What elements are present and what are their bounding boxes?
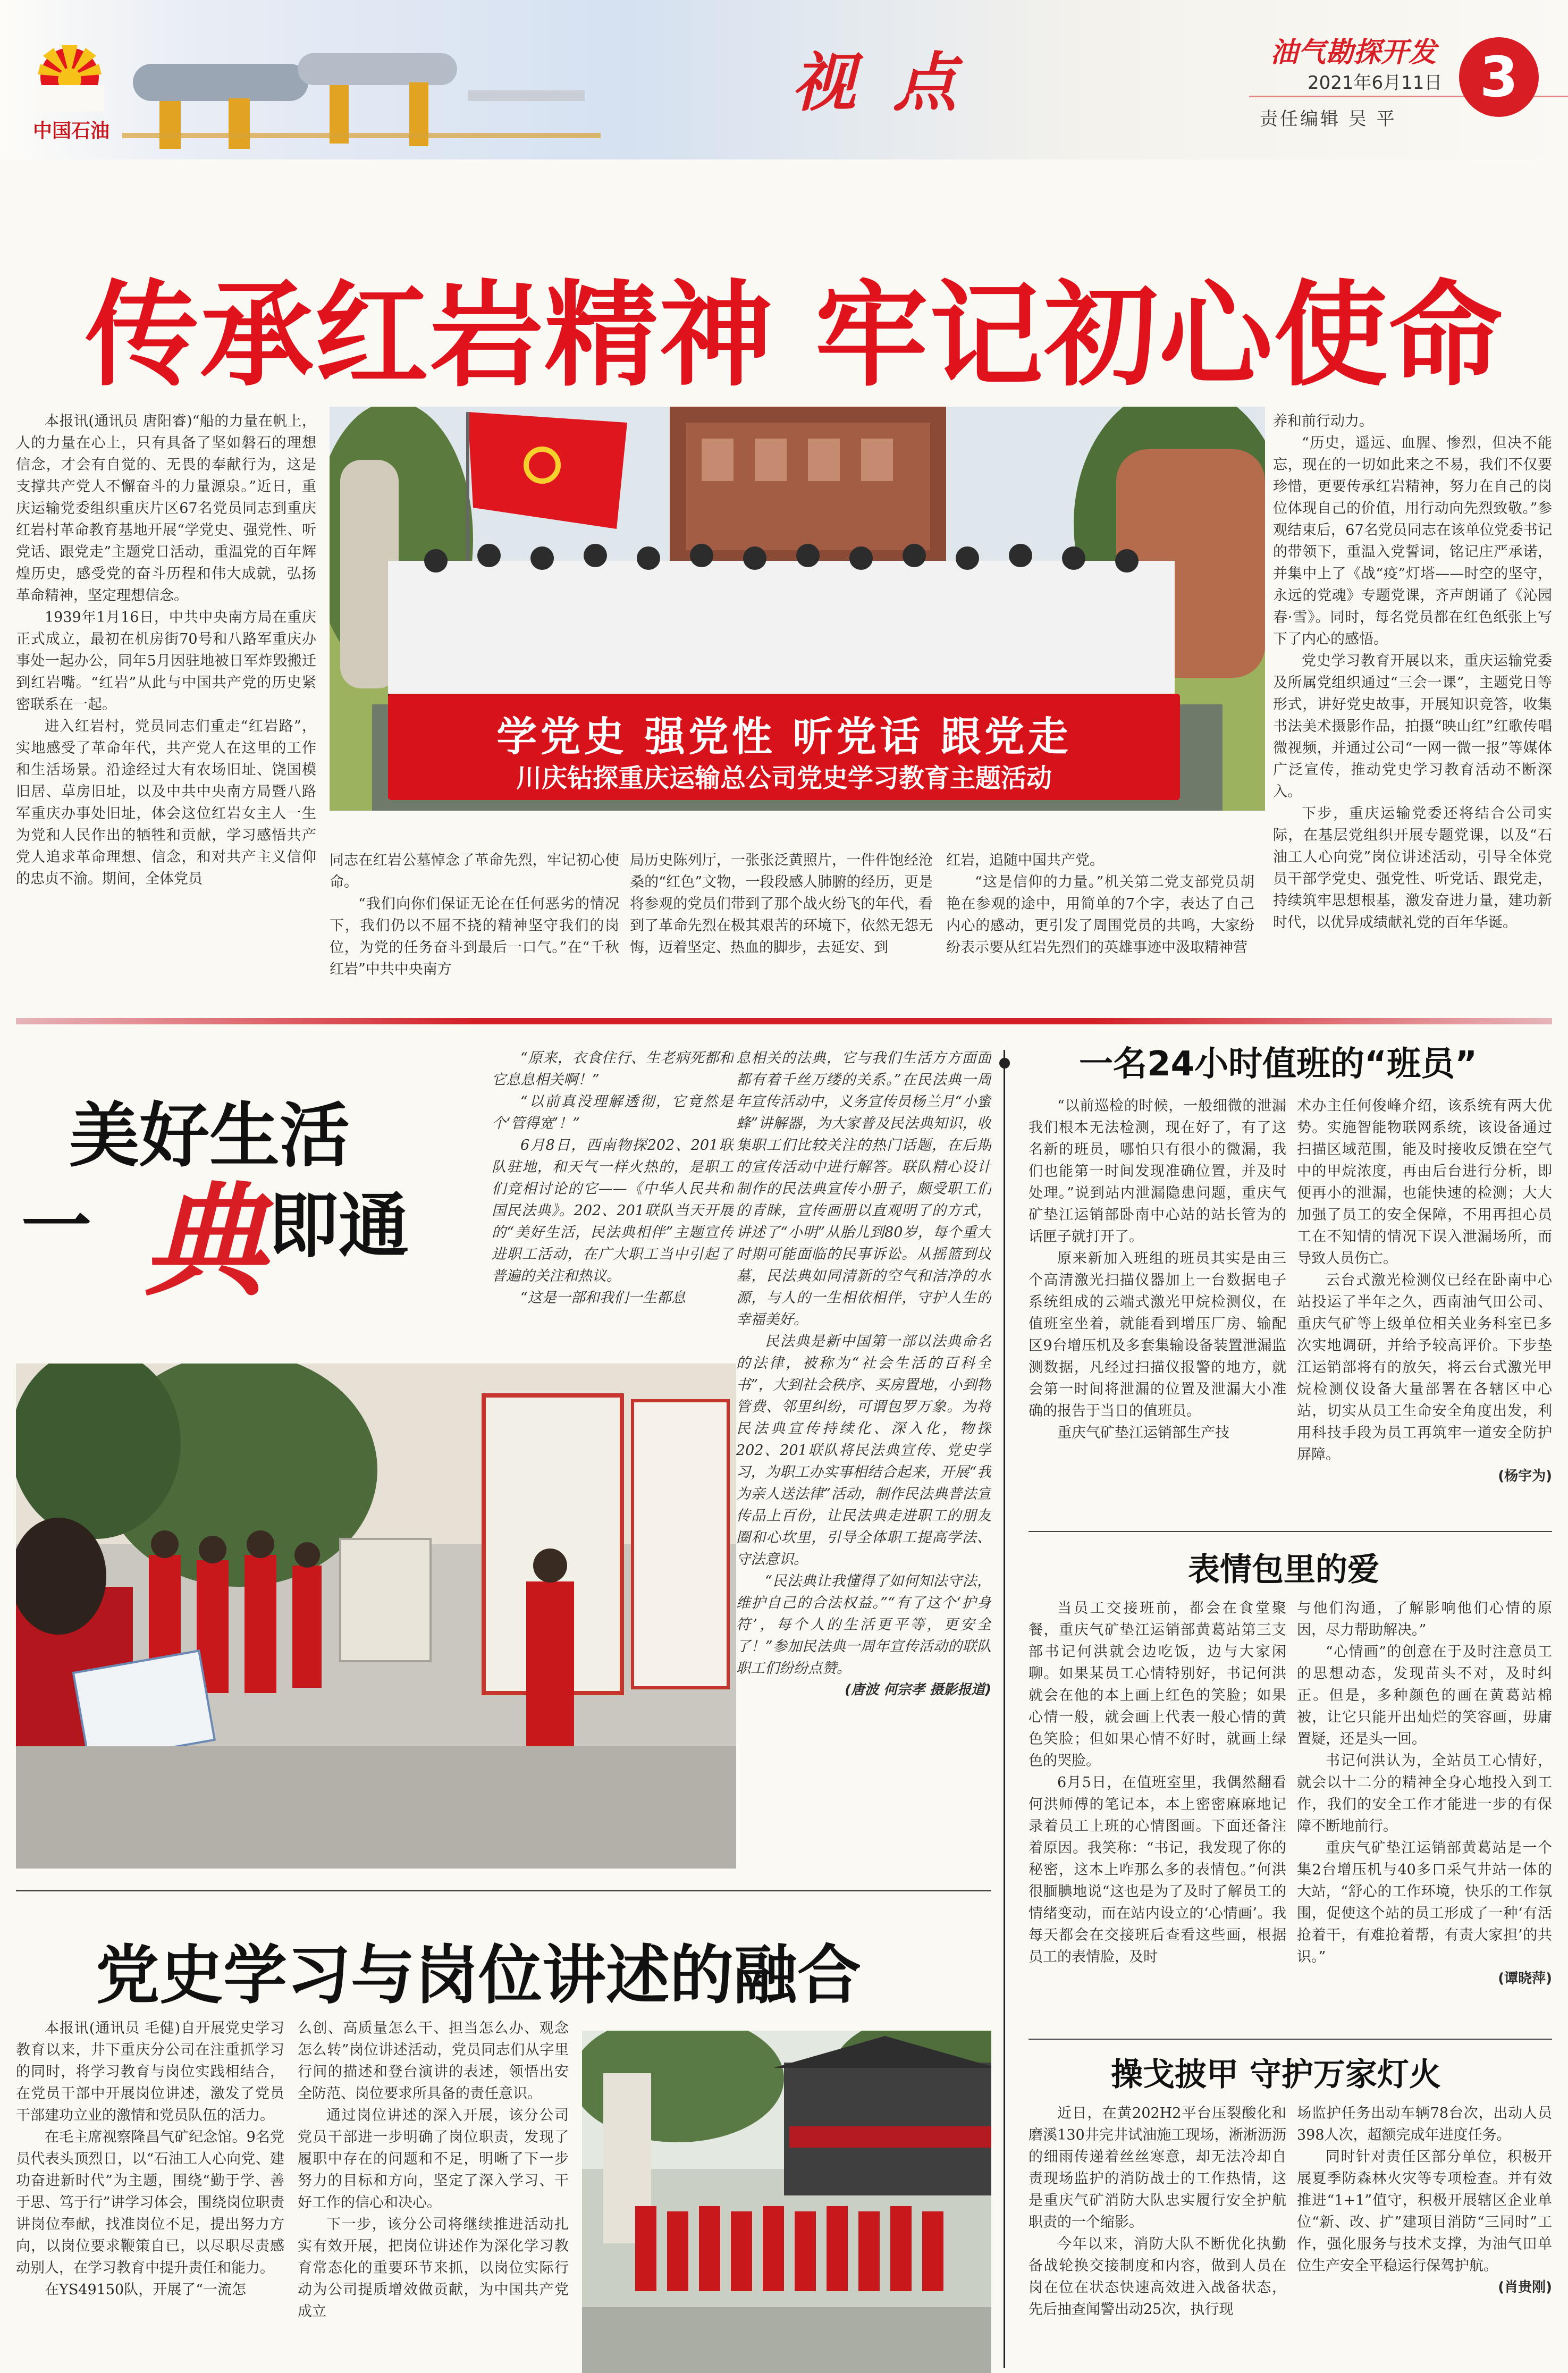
logo-text: 中国石油 [33,120,110,142]
party-history-photo [582,2031,991,2373]
activity-banner [388,694,1180,800]
civil-code-title-right: 即通 [268,1185,409,1267]
lead-column-1 [16,410,316,1000]
paragraph: “原来，衣食住行、生老病死都和它息息相关啊！” [492,1050,734,1088]
banner-slogan: 学党史 强党性 听党话 跟党走 [496,713,1072,760]
paragraph: 近日，在黄202H2平台压裂酸化和磨溪130井完井试油施工现场，淅淅沥沥的细雨传递着丝丝寒意，却无法冷却自责现场监护的消防战士的工作热情，这是重庆气矿消防大队忠实履行安全护航职责的一个缩影。 [1029,2105,1286,2231]
lead-headline: 传承红岩精神 牢记初心使命 [85,270,1504,402]
masthead [0,0,1568,159]
paragraph: 本报讯(通讯员 毛健)自开展党史学习教育以来，井下重庆分公司在注重抓学习的同时，将学习教育与岗位实践相结合，在党员干部中开展岗位讲述，激发了党员干部建功立业的激情和党员队伍的活力。 [16,2020,284,2124]
civil-code-photo [16,1364,736,1869]
paragraph: 同时针对责任区部分单位，积极开展夏季防森林火灾等专项检查。并有效推进“1+1”值守，积极开展辖区企业单位“新、改、扩”建项目消防“三同时”工作，强化服务与技术支撑，为油气田单位生产安全平稳运行保驾护航。 [1297,2149,1552,2274]
paragraph: 场监护任务出动车辆78台次，出动人员398人次，超额完成年进度任务。 [1297,2105,1552,2143]
emoji-love-column-2 [1297,1597,1552,2033]
paragraph: 重庆气矿垫江运销部黄葛站是一个集2台增压机与40多口采气井站一体的大站，“舒心的工作环境，快乐的工作氛围，促使这个站的员工形成了一种‘有活抢着干，有难抢着帮，有责大家担’的共识。” [1297,1840,1552,1965]
firefighting-title: 操戈披甲 守护万家灯火 [1111,2056,1441,2093]
article-rule [1029,1531,1552,1532]
article-rule [1029,2039,1552,2040]
civil-code-column-1 [492,1047,734,1345]
outdoor-publicity-photo-illustration [16,1364,736,1869]
paragraph: 当员工交接班前，都会在食堂聚餐，重庆气矿垫江运销部黄葛站第三支部书记何洪就会边吃饭，边与大家闲聊。如果某员工心情特别好，书记何洪就会在他的本上画上红色的笑脸；如果心情一般，就会画上代表一般心情的黄色笑脸；但如果心情不好时，就画上绿色的哭脸。 [1029,1600,1286,1769]
paragraph: 书记何洪认为，全站员工心情好，就会以十二分的精神全身心地投入到工作，我们的安全工作才能进一步的有保障不断地前行。 [1297,1753,1552,1835]
paragraph: 6月5日，在值班室里，我偶然翻看何洪师傅的笔记本，本上密密麻麻地记录着员工上班的心情图画。下面还备注着原因。我笑称：“书记，我发现了你的秘密，这本上咋那么多的表情包。”何洪很腼腆地说“这也是为了及时了解员工的情绪变动，而在站内设立的‘心情画’。我每天都会在交接班后查看这些画，根据员工的表情脸，及时 [1029,1774,1286,1965]
lead-photo [330,407,1265,811]
column-rule-dot [999,1058,1010,1068]
shift-leader-column-2 [1297,1095,1552,1526]
paragraph: “这是信仰的力量。”机关第二党支部党员胡艳在参观的途中，用简单的7个字，表达了自己内心的感动，更引发了周围党员的共鸣，大家纷纷表示要从红岩先烈们的英雄事迹中汲取精神营 [946,874,1254,956]
paragraph: “我们向你们保证无论在任何恶劣的情况下，我们仍以不屈不挠的精神坚守我们的岗位，为党的任务奋斗到最后一口气。”在“千秋红岩”中共中央南方 [330,896,619,978]
memorial-hall-photo-illustration [582,2031,991,2373]
paragraph: 1939年1月16日，中共中央南方局在重庆正式成立，最初在机房街70号和八路军重庆办事处一起办公，同年5月因驻地被日军炸毁搬迁到红岩嘴。“红岩”从此与中国共产党的历史紧密联系在一起。 [16,609,316,713]
lead-column-4 [946,849,1254,998]
firefighting-column-2 [1297,2102,1552,2371]
party-history-column-1 [16,2017,284,2368]
lead-column-2 [330,849,619,998]
paragraph: 今年以来，消防大队不断优化执勤备战轮换交接制度和内容，做到人员在岗在位在状态快速高效进入战备状态，先后抽查闻警出动25次，执行现 [1029,2236,1286,2318]
paragraph: “以前巡检的时候，一般细微的泄漏我们根本无法检测，现在好了，有了这名新的班员，哪怕只有很小的微漏，我们也能第一时间发现准确位置，并及时处理。”说到站内泄漏隐患问题，重庆气矿垫江运销部卧南中心站的站长管为的话匣子就打开了。 [1029,1098,1286,1245]
paragraph: 党史学习教育开展以来，重庆运输党委及所属党组织通过“三会一课”，主题党日等形式，讲好党史故事，开展知识竞答，收集书法美术摄影作品，拍摄“映山红”红歌传唱微视频，并通过公司“一网一微一报”等媒体广泛宣传，推动党史学习教育活动不断深入。 [1273,653,1552,800]
paragraph: 息相关的法典，它与我们生活方方面面都有着千丝万缕的关系。”在民法典一周年宣传活动中，义务宣传员杨兰月“小蜜蜂”讲解器，为大家普及民法典知识，收集职工们比较关注的热门话题，在后期的宣传活动中进行解答。联队精心设计制作的民法典宣传小册子，颇受职工们的青睐，宣传画册以直观明了的方式，讲述了“小明”从胎儿到80岁，每个重大时期可能面临的民事诉讼。从摇篮到坟墓，民法典如同清新的空气和洁净的水源，与人的一生相依相伴，守护人生的幸福美好。 [736,1050,991,1328]
emoji-love-title: 表情包里的爱 [1188,1551,1379,1588]
lead-column-5 [1273,410,1552,1000]
paragraph: 下一步，该分公司将继续推进活动扎实有效开展，把岗位讲述作为深化学习教育常态化的重要环节来抓，以岗位实际行动为公司提质增效做贡献，为中国共产党成立 [298,2216,569,2320]
civil-code-title-highlight: 典 [144,1169,266,1313]
section-title: 视点 [792,45,994,120]
paragraph: “以前真没理解透彻，它竟然是个‘管得宽’！” [492,1093,734,1132]
firefighting-column-1 [1029,2102,1286,2368]
emoji-love-column-1 [1029,1597,1286,2023]
paragraph: 云台式激光检测仪已经在卧南中心站投运了半年之久，西南油气田公司、重庆气矿等上级单位相关业务科室已多次实地调研，并给予较高评价。下步垫江运销部将有的放矢，将云台式激光甲烷检测仪设备大量部署在各辖区中心站，切实从员工生命安全角度出发，利用科技手段为员工再筑牢一道安全防护屏障。 [1297,1272,1552,1463]
responsible-editor: 责任编辑 吴 平 [1260,108,1397,130]
shift-leader-column-1 [1029,1095,1286,1504]
column-rule [16,1890,991,1891]
paragraph: 红岩，追随中国共产党。 [946,852,1104,869]
paragraph: 民法典是新中国第一部以法典命名的法律，被称为“社会生活的百科全书”，大到社会秩序、买房置地，小到物管费、邻里纠纷，可谓包罗万象。为将民法典宣传持续化、深入化，物探202、201联队将民法典宣传、党史学习，为职工办实事相结合起来，开展“我为亲人送法律”活动，制作民法典普法宣传品上百份，让民法典走进职工的朋友圈和心坎里，引导全体职工提高学法、守法意识。 [736,1333,991,1568]
paragraph: 原来新加入班组的班员其实是由三个高清激光扫描仪器加上一台数据电子系统组成的云端式激光甲烷检测仪，在值班室坐着，就能看到增压厂房、输配区9台增压机及多套集输设备装置泄漏监测数据，凡经过扫描仪报警的地方，就会第一时间将泄漏的位置及泄漏大小准确的报告于当日的值班员。 [1029,1250,1286,1419]
shift-leader-title: 一名24小时值班的“班员” [1079,1045,1478,1084]
civil-code-column-2 [736,1047,991,1914]
byline: (肖贵刚) [1498,2279,1552,2295]
paragraph: 与他们沟通，了解影响他们心情的原因，尽力帮助解决。” [1297,1600,1552,1638]
paragraph: 术办主任何俊峰介绍，该系统有两大优势。实施智能物联网系统，该设备通过扫描区域范围，能及时接收反馈在空气中的甲烷浓度，再由后台进行分析，即便再小的泄漏，也能快速的检测；大大加强了员工的安全保障，不用再担心员工在不知情的情况下误入泄漏场所，而导致人员伤亡。 [1297,1098,1552,1267]
lead-column-3 [630,849,933,998]
banner-subtitle: 川庆钻探重庆运输总公司党史学习教育主题活动 [516,763,1052,793]
paragraph: 在毛主席视察隆昌气矿纪念馆。9名党员代表头顶烈日，以“石油工人心向党、建功奋进新时代”为主题，围绕“勤于学、善于思、笃于行”讲学习体会，围绕岗位职责讲岗位奉献，找准岗位不足，提出努力方向，以岗位要求鞭策自已，以尽职尽责感动别人，在学习教育中提升责任和能力。 [16,2129,284,2276]
page-number-badge: 3 [1459,37,1539,117]
photo-credit: (唐波 何宗孝 摄影报道) [845,1682,991,1698]
paragraph: “心情画”的创意在于及时注意员工的思想动态，发现苗头不对，及时纠正。但是，多种颜色的画在黄葛站棉被，让它只能开出灿烂的笑容画，毋庸置疑，还是头一回。 [1297,1644,1552,1747]
paragraph: 么创、高质量怎么干、担当怎么办、观念怎么转”岗位讲述活动，党员同志们从字里行间的描述和登台演讲的表述，领悟出安全防范、岗位要求所具备的责任意识。 [298,2020,569,2102]
paragraph: 局历史陈列厅，一张张泛黄照片，一件件饱经沧桑的“红色”文物，一段段感人肺腑的经历，更是将参观的党员们带到了那个战火纷飞的年代，看到了革命先烈在极其艰苦的环境下，依然无怨无悔，迈着坚定、热血的脚步，去延安、到 [630,852,933,956]
civil-code-title-line1: 美好生活 [69,1095,350,1177]
paragraph: 养和前行动力。 [1273,413,1373,430]
paragraph: 在YS49150队，开展了“一流怎 [45,2282,247,2298]
paragraph: 重庆气矿垫江运销部生产技 [1057,1425,1229,1441]
party-history-column-2 [298,2017,569,2368]
party-history-title: 党史学习与岗位讲述的融合 [96,1938,861,2013]
paragraph: 通过岗位讲述的深入开展，该分公司党员干部进一步明确了岗位职责，发现了履职中存在的问题和不足，明晰了下一步努力的目标和方向，坚定了深入学习、干好工作的信心和决心。 [298,2107,569,2211]
paragraph: 6月8日，西南物探202、201联队驻地，和天气一样火热的，是职工们竞相讨论的它——《中华人民共和国民法典》。202、201联队当天开展的“美好生活，民法典相伴”主题宣传进职工活动，在广大职工当中引起了普遍的关注和热议。 [492,1137,734,1284]
paper-name: 油气勘探开发 [1270,37,1437,69]
paragraph: 下步，重庆运输党委还将结合公司实际，在基层党组织开展专题党课，以及“石油工人心向党”岗位讲述活动，引导全体党员干部学党史、强党性、听党话、跟党走，持续筑牢思想根基，激发奋进力量，建功新时代，以优异成绩献礼党的百年华诞。 [1273,805,1552,931]
issue-date: 2021年6月11日 [1308,72,1443,94]
paragraph: “这是一部和我们一生都息 [520,1290,686,1306]
civil-code-title-left: 一 [21,1185,91,1267]
paragraph: “民法典让我懂得了如何知法守法，维护自己的合法权益。”“有了这个‘护身符’，每个人的生活更平等，更安全了！”参加民法典一周年宣传活动的联队职工们纷纷点赞。 [736,1573,991,1677]
paragraph: 同志在红岩公墓悼念了革命先烈，牢记初心使命。 [330,852,619,890]
column-rule-vertical [1004,1050,1005,2368]
section-divider [16,1018,1552,1024]
paragraph: 本报讯(通讯员 唐阳睿)“船的力量在帆上，人的力量在心上，只有具备了坚如磐石的理想信念，才会有自觉的、无畏的奉献行为，这是支撑共产党人不懈奋斗的力量源泉。”近日，重庆运输党委组织重庆片区67名党员同志到重庆红岩村革命教育基地开展“学党史、强党性、听党话、跟党走”主题党日活动，重温党的百年辉煌历史，感受党的奋斗历程和伟大成就，弘扬革命精神，坚定理想信念。 [16,413,316,604]
petrochina-logo-icon [30,32,109,112]
byline: (谭晓萍) [1498,1971,1552,1987]
byline: (杨宇为) [1498,1468,1552,1484]
paragraph: “历史，遥远、血腥、惨烈，但决不能忘，现在的一切如此来之不易，我们不仅要珍惜，更要传承红岩精神，努力在自己的岗位体现自己的价值，用行动向先烈致敬。”参观结束后，67名党员同志在该单位党委书记的带领下，重温入党誓词，铭记庄严承诺，并集中上了《战“疫”灯塔——时空的坚守，永远的党魂》专题党课，齐声朗诵了《沁园春·雪》。同时，每名党员都在红色纸张上写下了内心的感悟。 [1273,435,1552,647]
paragraph: 进入红岩村，党员同志们重走“红岩路”，实地感受了革命年代，共产党人在这里的工作和生活场景。沿途经过大有农场旧址、饶国模旧居、草房旧址，以及中共中央南方局暨八路军重庆办事处旧址，体会这位红岩女主人一生为党和人民作出的牺牲和贡献，学习感悟共产党人追求革命理想、信念，和对共产主义信仰的忠贞不渝。期间，全体党员 [16,718,316,887]
